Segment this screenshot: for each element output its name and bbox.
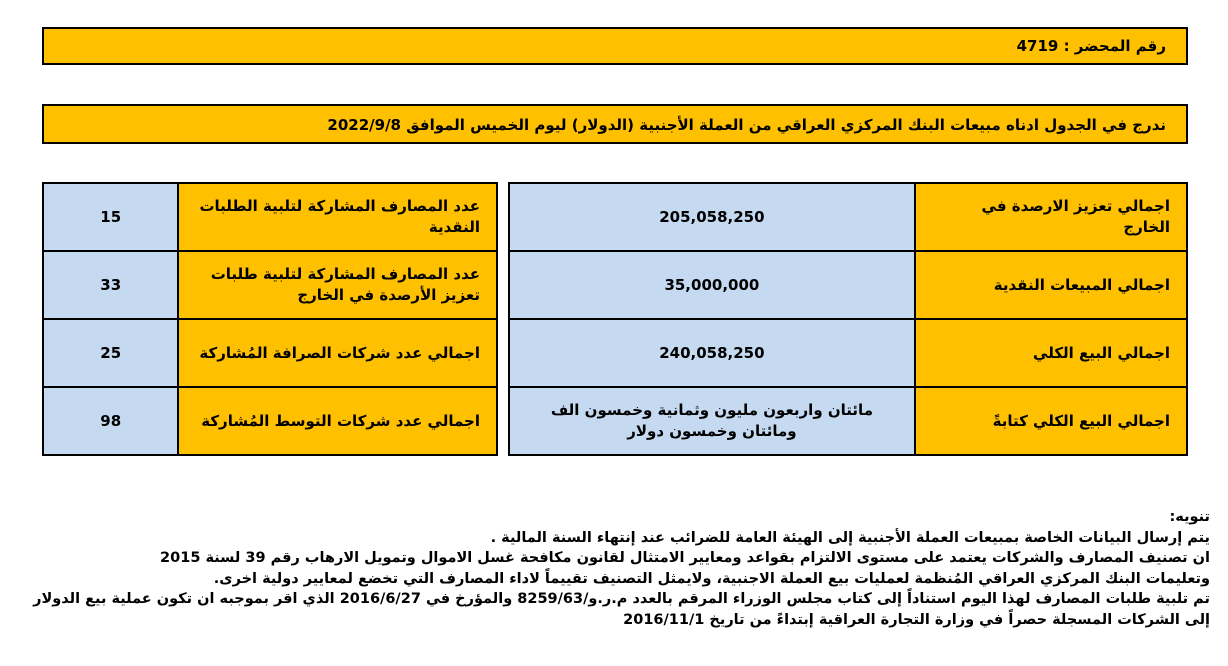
table-row [509, 251, 1187, 319]
record-number-bar [42, 27, 1188, 65]
table-row [43, 251, 497, 319]
sales-summary-table [508, 182, 1188, 456]
record-number: رقم المحضر : 4719 [1016, 37, 1166, 55]
table-row [509, 183, 1187, 251]
table-row [43, 319, 497, 387]
note-line: وتعليمات البنك المركزي العراقي المُنظمة لعمليات بيع العملة الاجنبية، ولايمثل التصنيف تقييماً لاداء المصارف التي تخضع لمعايير دولية اخرى. [213, 570, 1210, 587]
row-value: مائتان واربعون مليون وثمانية وخمسون الف ومائتان وخمسون دولار [509, 387, 915, 455]
participants-table [42, 182, 498, 456]
row-value: 25 [43, 319, 178, 387]
intro-text: ندرج في الجدول ادناه مبيعات البنك المركزي العراقي من العملة الأجنبية (الدولار) ليوم الخميس الموافق 2022/9/8 [327, 116, 1166, 134]
row-value: 98 [43, 387, 178, 455]
row-value: 240,058,250 [509, 319, 915, 387]
notes-section [30, 507, 1210, 630]
note-line: يتم إرسال البيانات الخاصة بمبيعات العملة الأجنبية إلى الهيئة العامة للضرائب عند إنتهاء السنة المالية . [490, 529, 1210, 546]
note-line: ان تصنيف المصارف والشركات يعتمد على مستوى الالتزام بقواعد ومعايير الامتثال لقانون مكافحة غسل الاموال وتمويل الارهاب رقم 39 لسنة 2015 [160, 550, 1210, 566]
row-label: اجمالي المبيعات النقدية [915, 251, 1187, 319]
table-row [509, 319, 1187, 387]
row-label: اجمالي عدد شركات الصرافة المُشاركة [178, 319, 497, 387]
row-label: اجمالي عدد شركات التوسط المُشاركة [178, 387, 497, 455]
row-label: عدد المصارف المشاركة لتلبية طلبات تعزيز الأرصدة في الخارج [178, 251, 497, 319]
row-label: عدد المصارف المشاركة لتلبية الطلبات النقدية [178, 183, 497, 251]
row-value: 35,000,000 [509, 251, 915, 319]
note-line: إلى الشركات المسجلة حصراً في وزارة التجارة العراقية إبتداءً من تاريخ 2016/11/1 [623, 611, 1210, 628]
note-line: تم تلبية طلبات المصارف لهذا اليوم استناداً إلى كتاب مجلس الوزراء المرقم بالعدد م.ر.و/8259/63 والمؤرخ في 2016/6/27 الذي اقر بموجبه ان تكون عملية بيع الدولار [33, 591, 1210, 607]
table-row [43, 183, 497, 251]
intro-bar [42, 104, 1188, 144]
row-value: 15 [43, 183, 178, 251]
row-value: 33 [43, 251, 178, 319]
row-value: 205,058,250 [509, 183, 915, 251]
row-label: اجمالي البيع الكلي [915, 319, 1187, 387]
row-label: اجمالي تعزيز الارصدة في الخارج [915, 183, 1187, 251]
notes-title: تنويه: [1169, 509, 1210, 525]
table-row [509, 387, 1187, 455]
table-row [43, 387, 497, 455]
row-label: اجمالي البيع الكلي كتابةً [915, 387, 1187, 455]
